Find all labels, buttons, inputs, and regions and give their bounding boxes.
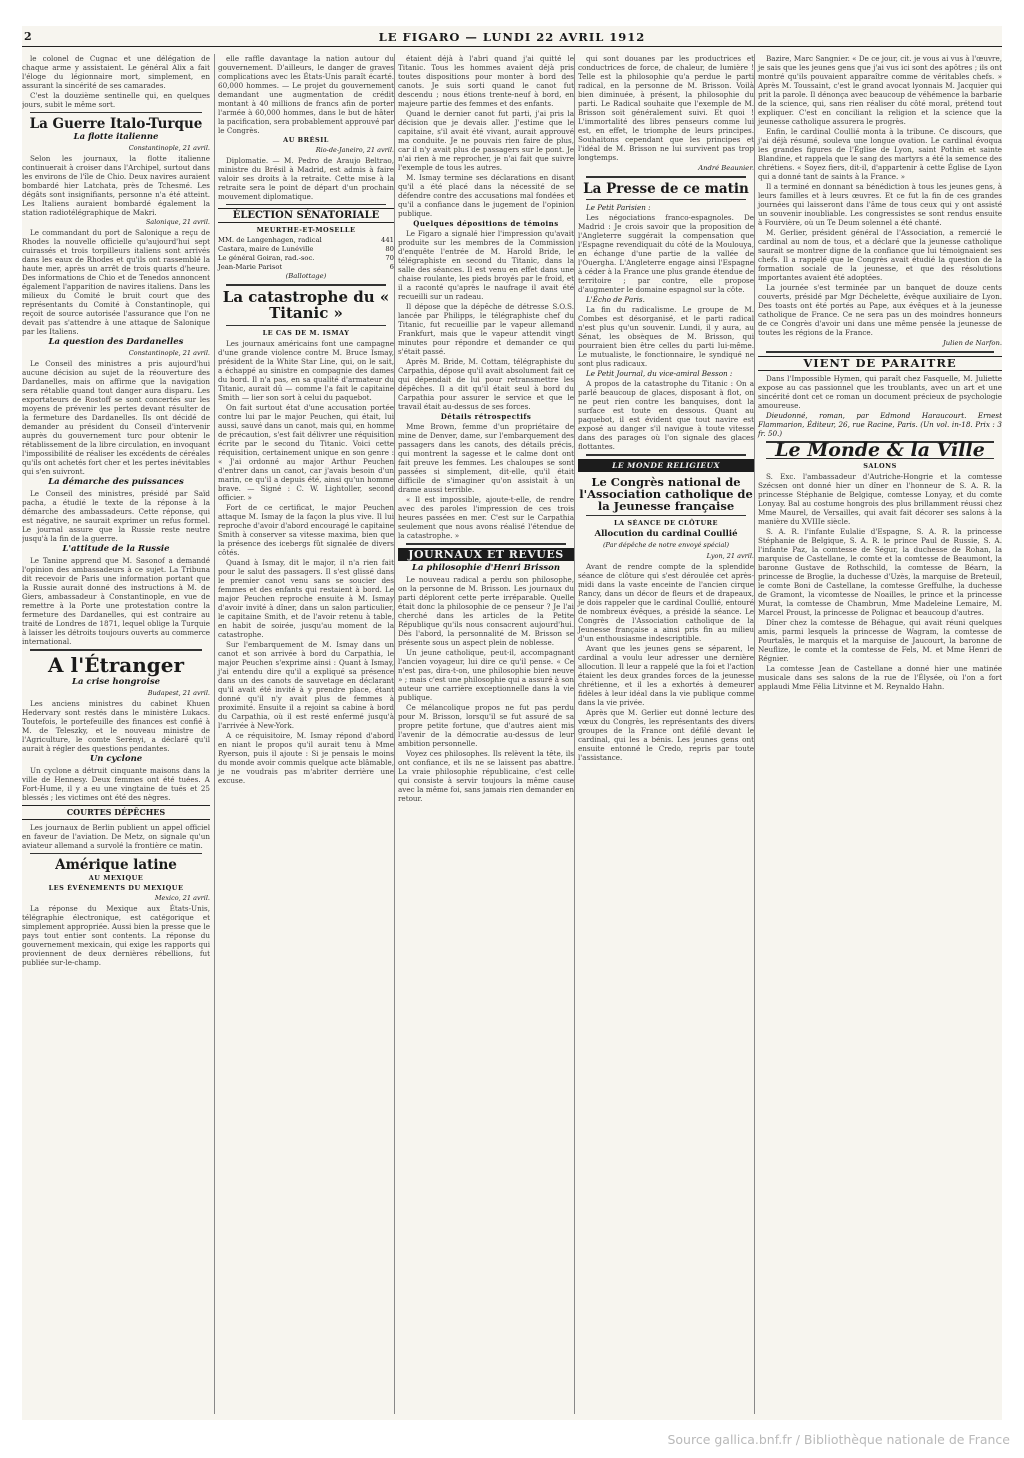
text-block: Le Tanine apprend que M. Sasonof a demandé l'opinion des ambassadeurs à ce sujet. La Tribuna dit recevoir de Paris une information portant que la Russie aurait donné des instructions à M. de Giers, ambassadeur à Constantinople, en vue de remettre à la Porte une protestation contre la fermeture des Dardanelles, qui est contraire au traité de Londres de 1871, lequel oblige la Turquie à laisser les détroits toujours ouverts au commerce international. [22, 556, 210, 647]
text-block: Fort de ce certificat, le major Peuchen attaque M. Ismay de la façon la plus vive. Il lui reproche d'avoir d'abord encouragé le capitaine Smith à conserver sa vitesse maxima, bien que la présence des icebergs fût signalée de divers côtés. [218, 502, 394, 557]
result-row: MM. de Langenhagen, radical 441 [218, 236, 394, 244]
text-block: Sur l'embarquement de M. Ismay dans un canot et son arrivée à bord du Carpathia, le major Peuchen s'exprime ainsi : Quant à Ismay, j'ai entendu dire qu'il a expliqué sa présence dans un des canots de sauvetage en déclarant qu'il avait été invité à y prendre place, étant donné qu'il n'y avait plus de femmes à proximité. Ensuite il a rejoint sa cabine à bord du Carpathia, où il est resté enfermé jusqu'à l'arrivée à New-York. [218, 639, 394, 730]
text-block: Quand à Ismay, dit le major, il n'a rien fait pour le salut des passagers. Il s'est glissé dans le premier canot venu sans se soucier des femmes et des enfants qui restaient à bord. Le major Peuchen reproche ensuite à M. Ismay d'avoir invité à dîner, dans un salon particulier, le capitaine Smith, et de l'avoir retenu à table, en habit de soirée, jusqu'au moment de la catastrophe. [218, 557, 394, 639]
sub-flotte: La flotte italienne [73, 132, 159, 143]
column-2 [214, 54, 394, 1414]
note-depeche: (Par dépêche de notre envoyé spécial) [603, 541, 729, 550]
dateline: Constantinople, 21 avril. [128, 349, 210, 358]
text-block: Avant de rendre compte de la splendide séance de clôture qui s'est déroulée cet après-midi dans la vaste enceinte de l'ancien cirque Rancy, dans un décor de fleurs et de drapeaux, je dois rappeler que le cardinal Coullié, entouré de nombreux évêques, a présidé la séance. Le Congrès de l'Association catholique de la Jeunesse française a ainsi pris fin au milieu d'un enthousiasme indescriptible. [578, 562, 754, 644]
text-block: La fin du radicalisme. Le groupe de M. Combes est désorganisé, et le parti radical n'est plus qu'un souvenir. Lundi, il y aura, au Sénat, les obsèques de M. Brisson, qui pourraient bien être celles du parti lui-même. Le mutualiste, le fonctionnaire, le syndiqué ne sont plus radicaux. [578, 305, 754, 369]
text-block: C'est la douzième sentinelle qui, en quelques jours, subit le même sort. [22, 91, 210, 109]
column-1 [22, 54, 210, 1414]
kicker-seance: LA SÉANCE DE CLÔTURE [613, 519, 719, 528]
text-block: Il a terminé en donnant sa bénédiction à tous les jeunes gens, à leurs familles et à leurs œuvres. Et ce fut la fin de ces grandes journées qui laisseront dans l'âme de tous ceux qui y ont assisté un souvenir inoubliable. Les congressistes se sont rendus ensuite à Fourvière, où un Te Deum solennel a été chanté. [758, 182, 1002, 227]
text-block: étaient déjà à l'abri quand j'ai quitté le Titanic. Tous les hommes avaient déjà pris toutes dispositions pour monter à bord des canots. Je suis sorti quand le canot fut descendu ; nous étions trente-neuf à bord, en majeure partie des femmes et des enfants. [398, 54, 574, 108]
text-block: Selon les journaux, la flotte italienne continuerait à croiser dans l'Archipel, surtout dans les environs de l'île de Chio. Deux navires auraient bombardé hier Latchata, près de Tchesmé. Les dégâts sont insignifiants, personne n'a été atteint. Les Italiens auraient bombardé également la station radiotélégraphique de Makri. [22, 154, 210, 218]
headline-catastrophe: La catastrophe du « Titanic » [222, 288, 390, 322]
text-block: Les journaux de Berlin publient un appel officiel en faveur de l'aviation. De Metz, on signale qu'un aviateur allemand a survolé la frontière ce matin. [22, 823, 210, 851]
courtes-depeches: COURTES DÉPÊCHES [22, 805, 210, 820]
text-block: Après M. Bride, M. Cottam, télégraphiste du Carpathia, dépose qu'il avait absolument fait ce qui dépendait de lui pour retransmettre les dépêches. Il a dit qu'il était seul à bord du Carpathia pour assurer le service et que le travail était au-dessus de ses forces. [398, 357, 574, 411]
text-block: Un cyclone a détruit cinquante maisons dans la ville de Hennesy. Deux femmes ont été tuées. A Fort-Hume, il y a eu une vingtaine de tués et 25 blessés ; les victimes ont été des nègres. [22, 766, 210, 803]
text-block: « Il est impossible, ajoute-t-elle, de rendre avec des paroles l'impression de ces trois heures passées en mer. C'est sur le Carpathia seulement que nous avons réalisé l'étendue de la catastrophe. » [398, 495, 574, 540]
source-credit: Source gallica.bnf.fr / Bibliothèque nationale de France [667, 1432, 1010, 1447]
newspaper-page [22, 26, 1002, 1420]
sub-russie: L'attitude de la Russie [62, 544, 170, 555]
kicker-religieux: LE MONDE RELIGIEUX [578, 459, 754, 472]
sub-puissances: La démarche des puissances [48, 477, 184, 488]
masthead-title: LE FIGARO — LUNDI 22 AVRIL 1912 [378, 30, 646, 44]
headline-journaux: JOURNAUX ET REVUES [398, 548, 574, 561]
text-block: Les négociations franco-espagnoles. De Madrid : Je crois savoir que la proposition de l'Angleterre suggérait la compensation que l'Espagne revendiquait du côté de la Moulouya, en échange d'une partie de la vallée de l'Ouergha. L'Angleterre engage ainsi l'Espagne à céder à la France une plus grande étendue de territoire ; par contre, elle propose d'augmenter le domaine espagnol sur la côte. [578, 213, 754, 295]
text-block: Un jeune catholique, peut-il, accompagnant l'ancien voyageur, lui dire ce qu'il pense. « Ce n'est pas, dira-t-on, une philosophie bien neuve » ; mais c'est une philosophie qui a assuré à son auteur une carrière exceptionnelle dans la vie publique. [398, 648, 574, 702]
election-results [218, 236, 394, 281]
headline-congres: Le Congrès national de l'Association catholique de la Jeunesse française [579, 475, 753, 514]
headline-vient: VIENT DE PARAITRE [758, 356, 1002, 371]
text-block: Mme Brown, femme d'un propriétaire de mine de Denver, dame, sur l'embarquement des passagers dans les canots, des détails précis, qui montrent la sagesse et le calme dont ont fait preuve les femmes. Les chaloupes se sont passées si simplement, dit-elle, qu'il était difficile de s'imaginer qu'on assistait à un drame aussi terrible. [398, 422, 574, 494]
source-journal: Le Petit Journal, du vice-amiral Besson : [586, 369, 733, 379]
sub-dardanelles: La question des Dardanelles [48, 337, 184, 348]
text-block: Les anciens ministres du cabinet Khuen Hedervary sont restés dans le ministère Lukacs. Toutefois, le portefeuille des finances est confié à M. de Teleszky, et le nouveau ministre de l'Agriculture, le comte Serényi, a déclaré qu'il aurait à régler des questions pendantes. [22, 699, 210, 754]
result-row: Le général Goiran, rad.-soc. 70 [218, 254, 394, 262]
text-block: Ce mélancolique propos ne fut pas perdu pour M. Brisson, lorsqu'il se fut assuré de sa propre petite fortune, que d'autres aient mis l'avenir de la démocratie au-dessus de leur ambition personnelle. [398, 703, 574, 748]
text-block: S. A. R. l'infante Eulalie d'Espagne, S. A. R. la princesse Stéphanie de Belgique, S. A. R. le prince Paul de Russie, S. A. l'infante Paz, la comtesse de Ségur, la duchesse de Rohan, la marquise de Castellane, le comte et la comtesse de Beaumont, la baronne Gustave de Rothschild, la comtesse de Béarn, la princesse de Broglie, la duchesse d'Uzès, la marquise de Breteuil, le comte Boni de Castellane, la comtesse Greffulhe, la duchesse de Gramont, la vicomtesse de Noailles, le prince et la princesse Murat, la comtesse de Chambrun, Mme Madeleine Lemaire, M. Marcel Proust, la princesse de Polignac et beaucoup d'autres. [758, 527, 1002, 617]
text-block: La journée s'est terminée par un banquet de douze cents couverts, présidé par Mgr Déchelette, évêque auxiliaire de Lyon. Des toasts ont été portés au Pape, aux évêques et à la jeunesse catholique de France. Ce ne sera pas un des moindres honneurs de ce Congrès d'avoir uni dans une même pensée la jeunesse de toutes les régions de la France. [758, 283, 1002, 337]
text-block: Le Conseil des ministres a pris aujourd'hui aucune décision au sujet de la réouverture des Dardanelles, mais on affirme que la navigation sera rétablie quand tout danger aura disparu. Les exportateurs de Rostoff se sont concertés sur les moyens de prévenir les pertes devant résulter de la fermeture des Dardanelles. Ils ont décidé de demander au président du Conseil d'intervenir auprès du gouvernement turc pour obtenir le rétablissement de la libre circulation, en invoquant l'impossibilité de réaliser les excédents de céréales qu'ils ont achetés fort cher et les pertes inévitables qui s'en suivront. [22, 359, 210, 477]
signature-beaunier: André Beaunier. [698, 164, 754, 172]
kicker-bresil: AU BRÉSIL [283, 136, 329, 144]
source-parisien: Le Petit Parisien : [586, 203, 651, 213]
text-block: Le commandant du port de Salonique a reçu de Rhodes la nouvelle officielle qu'aujourd'hui sept cuirassés et trois torpilleurs italiens sont arrivés dans les eaux de Rhodes et qu'ils ont rassemblé la haute mer, après un arrêt de trois quarts d'heure. Des informations de Chio et de Tenedos annoncent également l'apparition de navires italiens. Dans les milieux du Comité le bruit court que des représentants du Comité à Constantinople, qui reçoit de source autorisée l'assurance que l'on ne devait pas s'attendre à une attaque de Salonique par les Italiens. [22, 228, 210, 337]
kicker-salons: SALONS [863, 462, 897, 470]
headline-etranger: A l'Étranger [48, 653, 184, 678]
text-block: Enfin, le cardinal Coullié monta à la tribune. Ce discours, que j'ai déjà résumé, souleva une longue ovation. Le cardinal évoqua les grandes figures de l'Église de Lyon, saint Pothin et sainte Blandine, et rappela que le sang des martyrs a été la semence des chrétiens. « Soyez fiers, dit-il, d'appartenir à cette Église de Lyon qui a donné tant de saints à la France. » [758, 127, 1002, 181]
headline-presse: La Presse de ce matin [583, 181, 749, 197]
text-block: Après que M. Gerlier eut donné lecture des vœux du Congrès, les représentants des divers groupes de la France ont défilé devant le cardinal, qui les a bénis. Les jeunes gens ont ensuite entonné le Credo, repris par toute l'assistance. [578, 708, 754, 763]
text-block: Le Figaro a signalé hier l'impression qu'avait produite sur les membres de la Commission d'enquête l'entrée de M. Harold Bride, le télégraphiste en second du Titanic, dans la salle des séances. Il est venu en effet dans une chaise roulante, les pieds broyés par le froid, et il a raconté qu'après le naufrage il avait été recueilli sur un radeau. [398, 229, 574, 301]
sub-crise: La crise hongroise [71, 677, 161, 688]
text-block: Voyez ces philosophes. Ils relèvent la tête, ils ont confiance, et ils ne se laissent pas abattre. La vraie philosophie républicaine, c'est celle qui consiste à servir toujours la même cause avec la même foi, sans jamais rien demander en retour. [398, 749, 574, 803]
footer [0, 1428, 1024, 1458]
text-block: Avant que les jeunes gens se séparent, le cardinal a voulu leur adresser une dernière allocution. Il leur a rappelé que la foi et l'action étaient les deux grandes forces de la jeunesse chrétienne, et il les a exhortés à demeurer fidèles à leur idéal dans la vie publique comme dans la vie privée. [578, 644, 754, 708]
page-number: 2 [24, 30, 32, 43]
sub-ismay: LE CAS DE M. ISMAY [262, 328, 350, 337]
text-block: S. Exc. l'ambassadeur d'Autriche-Hongrie et la comtesse Szécsen ont donné hier un dîner en l'honneur de S. A. R. la princesse Stéphanie de Belgique, comtesse Lonyay, et du comte Lonyay. Bal au costume hongrois des plus brillamment réussi chez Mme Maurel, de Versailles, qui avait fait décorer ses salons à la manière du XVIIIe siècle. [758, 472, 1002, 526]
text-block: Le nouveau radical a perdu son philosophe, on la personne de M. Brisson. Les journaux du parti déplorent cette perte irréparable. Quelle était donc la philosophie de ce penseur ? Je l'ai cherché dans les articles de la Petite République qu'ils nous consacrent aujourd'hui. Dès l'abord, la personnalité de M. Brisson se présente sous un aspect plein de noblesse. [398, 575, 574, 647]
ballotage-note: (Ballottage) [285, 272, 327, 280]
sub-cyclone: Un cyclone [89, 754, 143, 765]
text-block: Quand le dernier canot fut parti, j'ai pris la décision que je devais aller. J'estime que le capitaine, s'il avait été vivant, aurait approuvé ma conduite. Je ne pouvais rien faire de plus, car il n'y avait plus de passagers sur le pont. Je n'ai rien à me reprocher, je n'ai fait que suivre l'exemple de tous les autres. [398, 109, 574, 172]
dateline: Mexico, 21 avril. [154, 894, 210, 903]
column-4 [574, 54, 754, 1414]
masthead [22, 30, 1002, 47]
text-block: M. Gerlier, président général de l'Association, a remercié le cardinal au nom de tous, et a déclaré que la jeunesse catholique saurait se montrer digne de la confiance que lui témoignaient ses chefs. Il a rappelé que le Congrès avait étudié la question de la formation sociale de la jeunesse, et que des résolutions importantes avaient été adoptées. [758, 228, 1002, 282]
book-notice: Dieudonné, roman, par Edmond Haraucourt. Ernest Flammarion, Éditeur, 26, rue Racine, Paris. (Un vol. in-18. Prix : 3 fr. 50.) [758, 411, 1002, 438]
text-block: Dîner chez la comtesse de Béhague, qui avait réuni quelques amis, parmi lesquels la princesse de Wagram, la comtesse de Pourtalès, le marquis et la marquise de Jaucourt, la baronne de Neuflize, le comte et la comtesse de Fels, M. et Mme Henri de Régnier. [758, 618, 1002, 663]
headline-guerre: La Guerre Italo-Turque [29, 116, 203, 132]
text-block: La comtesse Jean de Castellane a donné hier une matinée musicale dans ses salons de la rue de l'Élysée, où l'on a fort applaudi Mme Félia Litvinne et M. Reynaldo Hahn. [758, 664, 1002, 691]
result-row: Jean-Marie Parisot 6 [218, 263, 394, 271]
headline-monde: Le Monde & la Ville [775, 439, 985, 461]
source-echo: L'Écho de Paris. [586, 295, 645, 305]
result-row: Castara, maire de Lunéville 80 [218, 245, 394, 253]
column-5 [754, 54, 1002, 1414]
text-block: Le Conseil des ministres, présidé par Saïd pacha, a étudié le texte de la réponse à la démarche des ambassadeurs. Cette réponse, qui est négative, ne saurait exprimer un refus formel. Le journal assure que la Russie reste neutre jusqu'à la fin de la guerre. [22, 489, 210, 544]
text-block: On fait surtout état d'une accusation portée contre lui par le major Peuchen, qui était, lui aussi, sauvé dans un canot, mais qui, en homme de précaution, s'est fait délivrer une réquisition écrite par le second du Titanic. Voici cette réquisition, certainement unique en son genre : « J'ai ordonné au major Arthur Peuchen d'entrer dans un canot, car j'avais besoin d'un marin, ce qu'il a depuis été, ainsi qu'un homme brave. — Signé : C. W. Lightoller, second officier. » [218, 402, 394, 502]
text-block: Dans l'Impossible Hymen, qui paraît chez Fasquelle, M. Juliette expose au cas passionnel que les troublants, avec un art et une sincérité dont cet ce roman un document précieux de psychologie amoureuse. [758, 374, 1002, 410]
text-block: Bazire, Marc Sangnier. « De ce jour, cit. je vous ai vus à l'œuvre, je sais que les jeunes gens que j'ai vus ici sont des apôtres ; ils ont montré qu'ils pouvaient apparaître comme de véritables chefs. » Après M. Toussaint, c'est le grand avocat lyonnais M. Jacquier qui prit la parole. Il dénonça avec beaucoup de véhémence la barbarie de la science, qui, sans rien réaliser du côté moral, prétend tout expliquer. C'est en conciliant la religion et la science que la jeunesse catholique assurera le progrès. [758, 54, 1002, 126]
kicker-evenements: LES ÉVÉNEMENTS DU MEXIQUE [48, 884, 184, 893]
headline-amerique: Amérique latine [55, 857, 177, 874]
text-block: M. Ismay termine ses déclarations en disant qu'il a été placé dans la nécessité de se défendre contre des accusations mal fondées et qu'il a confiance dans le jugement de l'opinion publique. [398, 173, 574, 218]
dateline: Budapest, 21 avril. [147, 689, 210, 698]
text-block: A ce réquisitoire, M. Ismay répond d'abord en niant le propos qu'il aurait tenu à Mme Ryerson, puis il ajoute : Si je pensais le moins du monde avoir commis quelque acte blâmable, je ne voudrais pas m'abriter derrière une excuse. [218, 730, 394, 785]
sub-depositions: Quelques dépositions de témoins [413, 219, 559, 228]
text-block: Diplomatie. — M. Pedro de Araujo Beltrao, ministre du Brésil à Madrid, est admis à faire valoir ses droits à la retraite. Cette mise à la retraite sera le point de départ d'un prochain mouvement diplomatique. [218, 156, 394, 201]
headline-election: ÉLECTION SÉNATORIALE [218, 208, 394, 223]
text-block: le colonel de Cugnac et une délégation de chaque arme y assistaient. Le général Alix a fait l'éloge du légionnaire mort, simplement, en assurant la sincérité de ses camarades. [22, 54, 210, 90]
text-block: Les journaux américains font une campagne d'une grande violence contre M. Bruce Ismay, président de la White Star Line, qui, on le sait, a échappé au sinistre en compagnie des dames du bord. Il n'a pas, en sa qualité d'armateur du Titanic, aurait dû — comme l'a fait le capitaine Smith — lier son sort à celui du paquebot. [218, 338, 394, 402]
text-block: elle raffle davantage la nation autour du gouvernement. D'ailleurs, le danger de graves complications avec les États-Unis paraît écarté. 60,000 hommes. — Le projet du gouvernement demandant une augmentation de crédit montant à 40 millions de francs afin de porter l'armée à 60,000 hommes, dans le but de hâter la pacification, sera probablement approuvé par le Congrès. [218, 54, 394, 135]
column-3 [394, 54, 574, 1414]
text-block: A propos de la catastrophe du Titanic : On a parlé beaucoup de glaces, disposant à flot, on ne peut rien contre les banquises, dont la surface est toute en dessous. Quant au paquebot, il est évident que tout navire est exposé au danger s'il navigue à toute vitesse dans des parages où l'on signale des glaces flottantes. [578, 379, 754, 452]
dateline: Rio-de-Janeiro, 21 avril. [315, 146, 394, 154]
dateline: Constantinople, 21 avril. [128, 144, 210, 153]
kicker-meurthe: MEURTHE-ET-MOSELLE [256, 226, 356, 234]
signature-narfon: Julien de Narfon. [943, 339, 1002, 347]
text-block: Il dépose que la dépêche de détresse S.O.S. lancée par Philipps, le télégraphiste chef du Titanic, fut recueillie par le vapeur allemand Frankfurt, mais que le vapeur attendit vingt minutes pour répondre et demander ce qui s'était passé. [398, 302, 574, 356]
columns [22, 54, 1002, 1414]
sub-allocution: Allocution du cardinal Coullié [594, 529, 738, 540]
sub-brisson: La philosophie d'Henri Brisson [411, 563, 560, 573]
text-block: La réponse du Mexique aux États-Unis, télégraphie électronique, est catégorique et simplement appropriée. Aussi bien la presse que le pays tout entier sont contents. La réponse du gouvernement mexicain, qui exige les rapports qui proviennent de deux dernières rébellions, fut publiée sur-le-champ. [22, 904, 210, 968]
dateline: Salonique, 21 avril. [145, 218, 210, 227]
dateline: Lyon, 21 avril. [706, 552, 754, 561]
text-block: qui sont douanes par les productrices et conductrices de force, de chaleur, de lumière ! Telle est la philosophie qu'a perdue le parti radical, en la personne de M. Brisson. Voilà bien diminuée, à présent, la philosophie du parti. Le Radical souhaite que l'exemple de M. Brisson soit généralement suivi. Et quoi ! L'immortalité des libres penseurs comme lui est, en effet, le triomphe de leurs principes. Souhaitons cependant que les principes et l'idéal de M. Brisson ne lui survivent pas trop longtemps. [578, 54, 754, 162]
sub-details: Détails rétrospectifs [440, 412, 532, 421]
kicker-mexique: AU MEXIQUE [88, 874, 144, 883]
